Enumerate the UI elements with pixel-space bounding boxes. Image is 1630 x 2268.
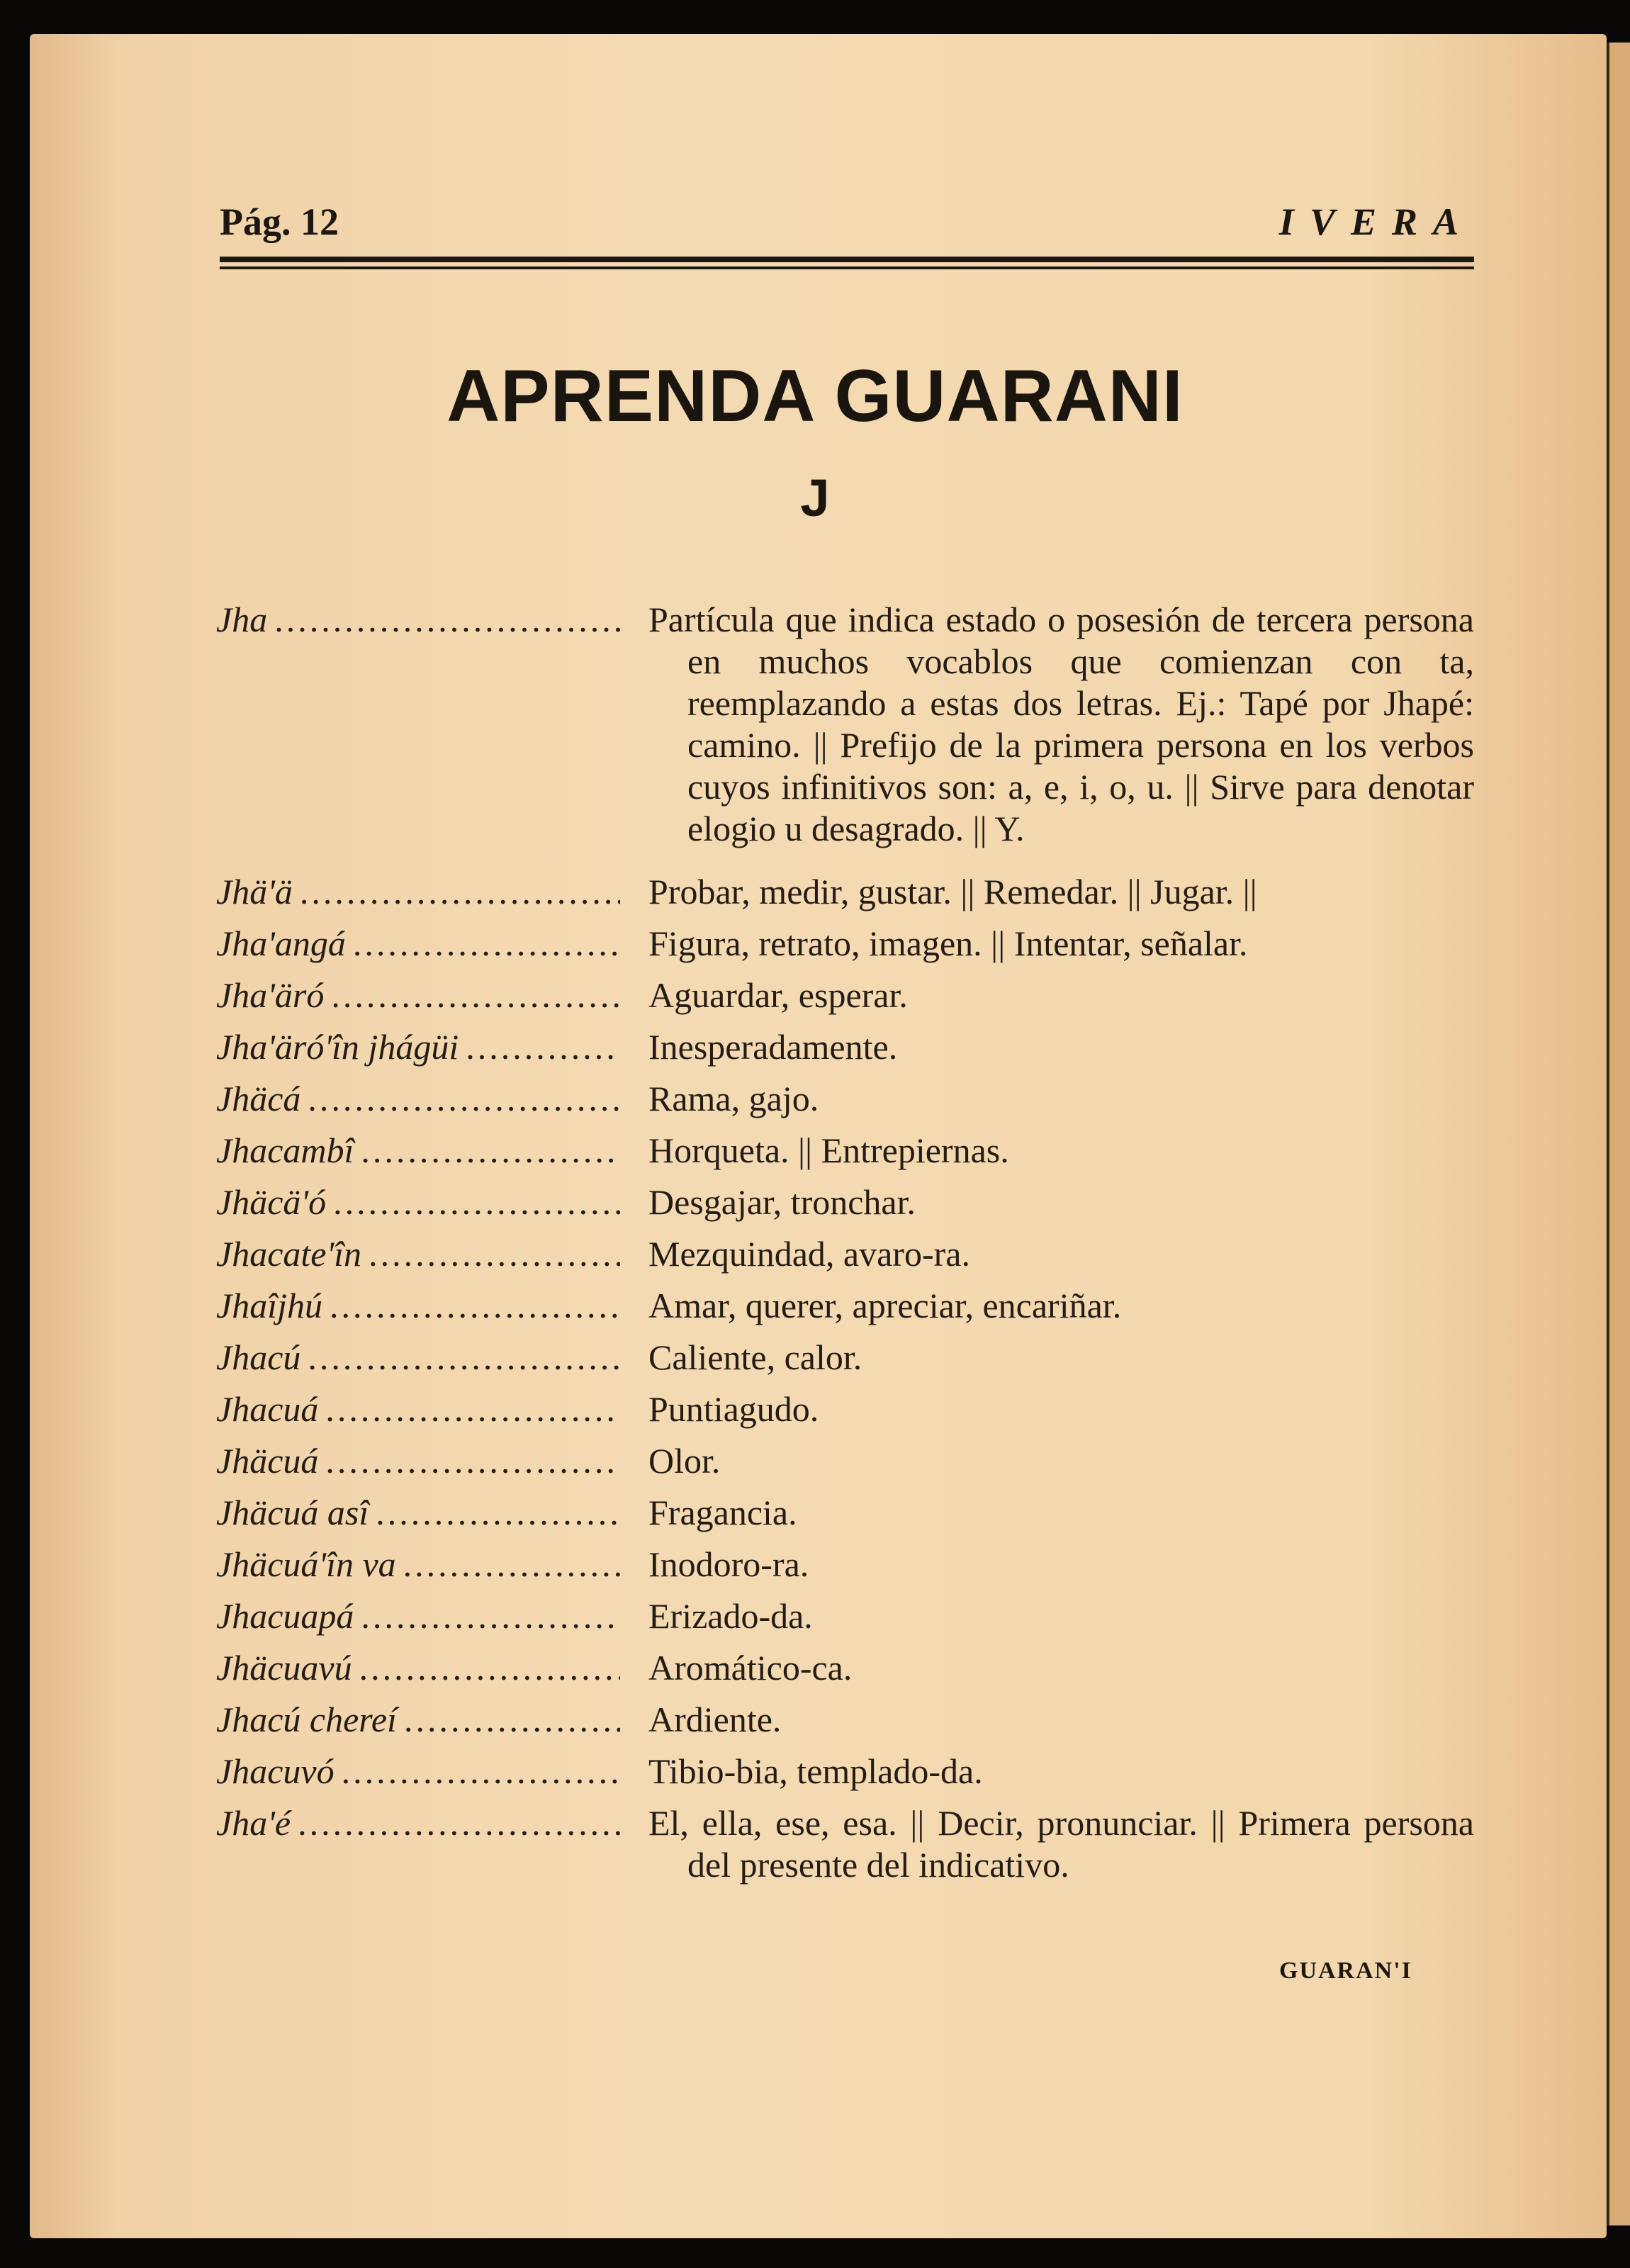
definition: Mezquindad, avaro-ra. xyxy=(648,1234,970,1274)
headword-cell xyxy=(216,1544,620,1585)
dictionary-entry xyxy=(216,871,1474,913)
definition: Horqueta. || Entrepiernas. xyxy=(648,1130,1009,1170)
headword-cell xyxy=(216,1751,620,1792)
dictionary-entry xyxy=(216,1337,1474,1379)
dictionary-entry xyxy=(216,975,1474,1016)
dictionary-entry xyxy=(216,1751,1474,1792)
definition: Inodoro-ra. xyxy=(648,1544,809,1584)
headword-cell xyxy=(216,1026,620,1068)
headword-cell xyxy=(216,1647,620,1689)
dictionary-entry xyxy=(216,1130,1474,1172)
dot-leader xyxy=(300,1078,620,1120)
headword: Jha'äró xyxy=(216,975,325,1015)
headword-cell xyxy=(216,1595,620,1637)
headword-cell xyxy=(216,599,620,850)
dictionary-entry xyxy=(216,923,1474,965)
definition: Ardiente. xyxy=(648,1700,782,1739)
dictionary-entry xyxy=(216,1544,1474,1585)
definition: Puntiagudo. xyxy=(648,1389,819,1429)
dot-leader xyxy=(300,1337,620,1379)
headword-cell xyxy=(216,1233,620,1275)
headword: Jhäcuá xyxy=(216,1441,319,1481)
dictionary-entry xyxy=(216,1440,1474,1482)
dictionary-entry xyxy=(216,1181,1474,1223)
headword: Jhacuvó xyxy=(216,1751,335,1791)
headword: Jhäcä'ó xyxy=(216,1182,327,1222)
headword: Jhacate'în xyxy=(216,1234,362,1274)
dot-leader xyxy=(293,871,620,913)
dictionary-entries xyxy=(216,599,1474,1896)
header-rule-thin xyxy=(220,266,1474,269)
headword: Jha xyxy=(216,600,268,639)
headword-cell xyxy=(216,1078,620,1120)
headword-cell xyxy=(216,1440,620,1482)
definition: Partícula que indica estado o posesión de tercera persona en muchos vocablos que comienzan con ta, reemplazando a estas dos letras. Ej.: Tapé por Jhapé: camino. || Prefijo de la primera persona en los verbos cuyos infinitivos son: a, e, i, o, u. || Sirve para denotar elogio u desagrado. || Y. xyxy=(648,600,1474,848)
dot-leader xyxy=(354,1595,620,1637)
definition: Aromático-ca. xyxy=(648,1648,853,1688)
definition: Desgajar, tronchar. xyxy=(648,1182,916,1222)
dot-leader xyxy=(291,1802,620,1886)
dot-leader xyxy=(318,1440,620,1482)
dictionary-entry xyxy=(216,1078,1474,1120)
headword-cell xyxy=(216,1285,620,1327)
headword-cell xyxy=(216,923,620,965)
magazine-name: IVERA xyxy=(1278,201,1474,243)
definition: Inesperadamente. xyxy=(648,1027,898,1067)
dot-leader xyxy=(352,1647,620,1689)
header-rule-thick xyxy=(220,257,1474,262)
page-header xyxy=(220,191,1474,248)
definition: Fragancia. xyxy=(648,1493,797,1532)
definition: Aguardar, esperar. xyxy=(648,975,908,1015)
dot-leader xyxy=(369,1492,620,1534)
headword-cell xyxy=(216,1388,620,1430)
headword: Jhacú chereí xyxy=(216,1700,397,1739)
headword: Jha'äró'în jhágüi xyxy=(216,1027,459,1067)
headword: Jhacambî xyxy=(216,1130,354,1170)
headword: Jhä'ä xyxy=(216,872,293,911)
definition: Tibio-bia, templado-da. xyxy=(648,1751,983,1791)
page-number: Pág. 12 xyxy=(220,201,339,243)
definition: Amar, querer, apreciar, encariñar. xyxy=(648,1286,1122,1325)
headword-cell xyxy=(216,1492,620,1534)
dot-leader xyxy=(326,1181,620,1223)
headword: Jhäcá xyxy=(216,1079,301,1118)
article-title: APRENDA GUARANI xyxy=(446,355,1184,437)
headword-cell xyxy=(216,1802,620,1886)
dot-leader xyxy=(396,1544,620,1585)
definition: Erizado-da. xyxy=(648,1596,813,1636)
headword: Jhacuá xyxy=(216,1389,319,1429)
definition: Probar, medir, gustar. || Remedar. || Jugar. || xyxy=(648,872,1257,911)
definition: Caliente, calor. xyxy=(648,1337,862,1377)
headword: Jhäcuá'în va xyxy=(216,1544,396,1584)
headword: Jha'é xyxy=(216,1803,291,1843)
dot-leader xyxy=(354,1130,620,1172)
dot-leader xyxy=(322,1285,620,1327)
dot-leader xyxy=(459,1026,620,1068)
definition: Figura, retrato, imagen. || Intentar, señalar. xyxy=(648,924,1248,963)
dictionary-entry xyxy=(216,1699,1474,1741)
dot-leader xyxy=(346,923,620,965)
section-letter: J xyxy=(800,468,830,527)
headword: Jhacuapá xyxy=(216,1596,354,1636)
headword: Jhäcuavú xyxy=(216,1648,352,1688)
headword-cell xyxy=(216,1181,620,1223)
dictionary-entry xyxy=(216,1647,1474,1689)
headword-cell xyxy=(216,1337,620,1379)
dictionary-entry xyxy=(216,599,1474,850)
dictionary-entry xyxy=(216,1595,1474,1637)
headword: Jhacú xyxy=(216,1337,301,1377)
dot-leader xyxy=(361,1233,620,1275)
headword-cell xyxy=(216,975,620,1016)
footer-section-label: GUARAN'I xyxy=(1279,1958,1412,1984)
headword: Jhaîjhú xyxy=(216,1286,322,1325)
definition: El, ella, ese, esa. || Decir, pronunciar. || Primera persona del presente del indicativo. xyxy=(648,1803,1474,1885)
dictionary-entry xyxy=(216,1026,1474,1068)
headword: Jhäcuá asî xyxy=(216,1493,369,1532)
headword-cell xyxy=(216,1130,620,1172)
headword-cell xyxy=(216,871,620,913)
dictionary-entry xyxy=(216,1233,1474,1275)
dictionary-entry xyxy=(216,1802,1474,1886)
dot-leader xyxy=(324,975,620,1016)
dictionary-entry xyxy=(216,1285,1474,1327)
dot-leader xyxy=(335,1751,620,1792)
definition: Olor. xyxy=(648,1441,721,1481)
headword: Jha'angá xyxy=(216,924,346,963)
dot-leader xyxy=(397,1699,620,1741)
dot-leader xyxy=(318,1388,620,1430)
dictionary-entry xyxy=(216,1492,1474,1534)
dictionary-entry xyxy=(216,1388,1474,1430)
headword-cell xyxy=(216,1699,620,1741)
definition: Rama, gajo. xyxy=(648,1079,819,1118)
dot-leader xyxy=(267,599,620,850)
